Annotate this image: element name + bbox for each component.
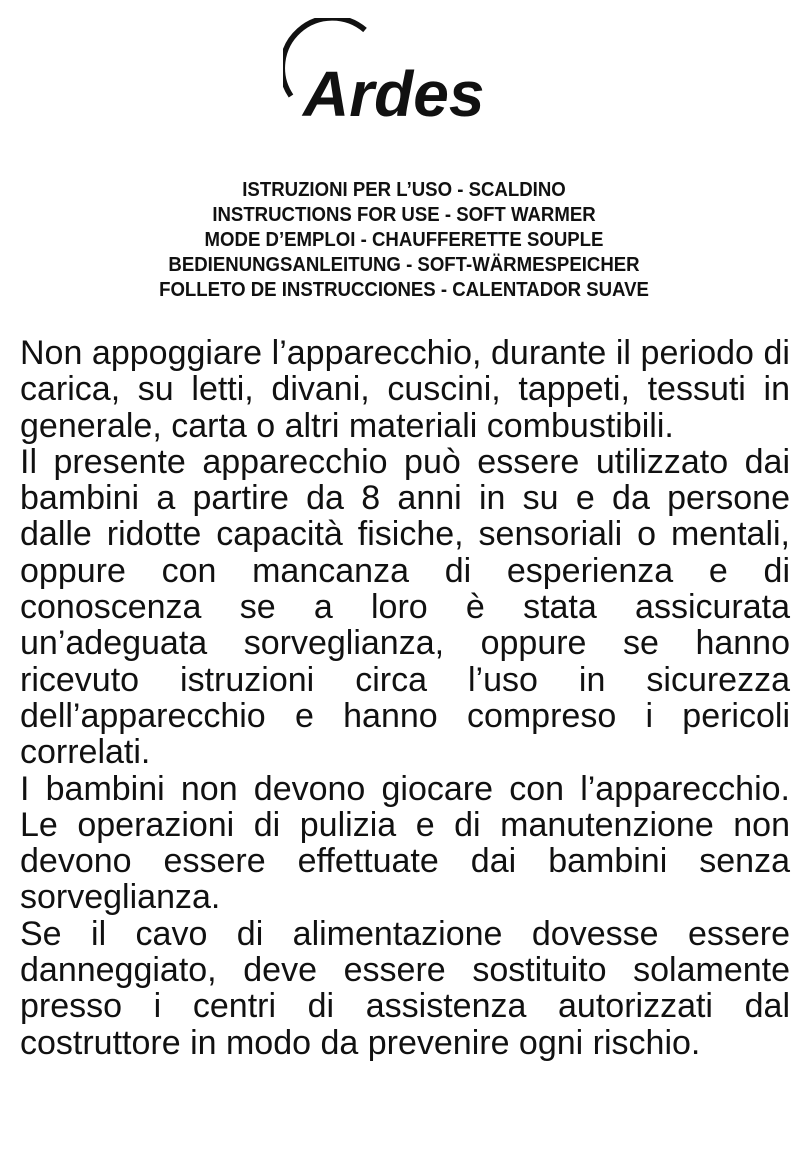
paragraph-children-persons: Il presente apparecchio può essere utilizzato dai bambini a partire da 8 anni in su e da persone dalle ridotte capacità fisiche, sensoriali o mentali, oppure con mancanza di esperienza e di conoscenza se a loro è stata assicurata un’adeguata sorveglianza, oppure se hanno ricevuto istruzioni circa l’uso in sicurezza dell’apparecchio e hanno compreso i pericoli correlati. [20, 442, 790, 772]
title-italian: ISTRUZIONI PER L’USO - SCALDINO [242, 179, 566, 201]
document-titles [0, 178, 808, 303]
ardes-logo-icon [283, 18, 533, 128]
paragraph-power-cord: Se il cavo di alimentazione dovesse essere danneggiato, deve essere sostituito solamente presso i centri di assistenza autorizzati dal costruttore in modo da prevenire ogni rischio. [20, 914, 790, 1062]
title-spanish: FOLLETO DE INSTRUCCIONES - CALENTADOR SUAVE [159, 279, 649, 301]
safety-instructions [20, 335, 790, 1061]
paragraph-children-play: I bambini non devono giocare con l’apparecchio. Le operazioni di pulizia e di manutenzione non devono essere effettuate dai bambini senza sorveglianza. [20, 769, 790, 917]
title-french: MODE D’EMPLOI - CHAUFFERETTE SOUPLE [204, 229, 604, 251]
paragraph-charging-surfaces: Non appoggiare l’apparecchio, durante il periodo di carica, su letti, divani, cuscini, tappeti, tessuti in generale, carta o altri materiali combustibili. [20, 334, 790, 445]
ardes-logo [283, 18, 533, 128]
title-english: INSTRUCTIONS FOR USE - SOFT WARMER [212, 204, 596, 226]
logo-wordmark: Ardes [303, 58, 485, 128]
title-german: BEDIENUNGSANLEITUNG - SOFT-WÄRMESPEICHER [168, 254, 640, 276]
